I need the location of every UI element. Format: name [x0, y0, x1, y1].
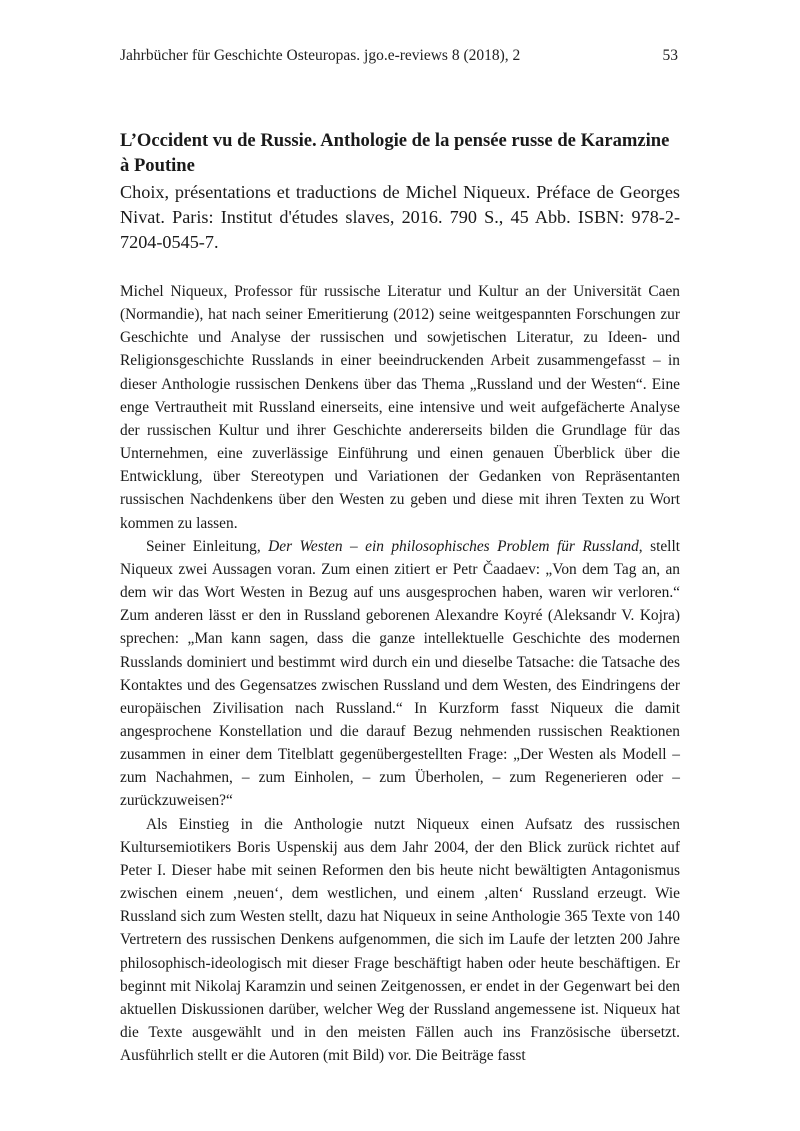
page-number: 53	[662, 47, 678, 64]
bibliographic-info: Choix, présentations et traductions de Michel Niqueux. Préface de Georges Nivat. Paris: Institut d'études slaves, 2016. 790 S., 45 Abb. ISBN: 978-2-7204-0545-7.	[120, 182, 680, 252]
paragraph-3: Als Einstieg in die Anthologie nutzt Niqueux einen Aufsatz des russischen Kultursemiotikers Boris Uspenskij aus dem Jahr 2004, der den Blick zurück richtet auf Peter I. Dieser habe mit seinen Reformen den bis heute nicht bewältigten Antagonismus zwischen einem ‚neuen‘, dem westlichen, und einem ‚alten‘ Russland erzeugt. Wie Russland sich zum Westen stellt, dazu hat Niqueux in seine Anthologie 365 Texte von 140 Vertretern des russischen Denkens aufgenommen, die sich im Laufe der letzten 200 Jahre philosophisch-ideologisch mit dieser Frage beschäftigt haben oder heute beschäftigen. Er beginnt mit Nikolaj Karamzin und seinen Zeitgenossen, er endet in der Gegenwart bei den aktuellen Diskussionen darüber, welcher Weg der Russland angemessene ist. Niqueux hat die Texte ausgewählt und in den meisten Fällen auch ins Französische übersetzt. Ausführlich stellt er die Autoren (mit Bild) vor. Die Beiträge fasst	[120, 815, 680, 1065]
paragraph-2-rest: , stellt Niqueux zwei Aussagen voran. Zum einen zitiert er Petr Čaadaev: „Von dem Tag an, an dem wir das Wort Westen in Bezug auf uns ausgesprochen haben, waren wir verloren.“ Zum anderen lässt er den in Russland geborenen Alexandre Koyré (Aleksandr V. Kojra) sprechen: „Man kann sagen, dass die ganze intellektuelle Geschichte des modernen Russlands dominiert und bestimmt wird durch ein und dieselbe Tatsache: die Tatsache des Kontaktes und des Gegensatzes zwischen Russland und dem Westen, des Eindringens der europäischen Zivilisation nach Russland.“ In Kurzform fasst Niqueux die damit angesprochene Konstellation und die darauf Bezug nehmenden russischen Reaktionen zusammen in einer dem Titelblatt gegenübergestellten Frage: „Der Westen als Modell – zum Nachahmen, – zum Einholen, – zum Überholen, – zum Regenerieren oder – zurückzuweisen?“	[120, 537, 680, 810]
running-head	[120, 47, 678, 65]
review-title: L’Occident vu de Russie. Anthologie de la pensée russe de Karamzine à Poutine	[120, 130, 670, 176]
introduction-title: Der Westen – ein philosophisches Problem für Russland	[268, 537, 639, 555]
paragraph-2	[120, 535, 680, 813]
journal-citation: Jahrbücher für Geschichte Osteuropas. jgo.e-reviews 8 (2018), 2	[120, 47, 521, 64]
paragraph-1: Michel Niqueux, Professor für russische Literatur und Kultur an der Universität Caen (Normandie), hat nach seiner Emeritierung (2012) seine weitgespannten Forschungen zur Geschichte und Analyse der russischen und sowjetischen Literatur, zu Ideen- und Religionsgeschichte Russlands in einer beeindruckenden Arbeit zusammengefasst – in dieser Anthologie russischen Denkens über das Thema „Russland und der Westen“. Eine enge Vertrautheit mit Russland einerseits, eine intensive und weit aufgefächerte Analyse der russischen Kultur und ihrer Geschichte andererseits bilden die Grundlage für das Unternehmen, eine zuverlässige Einführung und einen genauen Überblick über die Entwicklung, über Stereotypen und Variationen der Gedanken von Repräsentanten russischen Nachdenkens über den Westen zu geben und diese mit ihren Texten zu Wort kommen zu lassen.	[120, 283, 680, 532]
review-body	[120, 280, 680, 1067]
paragraph-2-lead: Seiner Einleitung,	[146, 537, 269, 555]
